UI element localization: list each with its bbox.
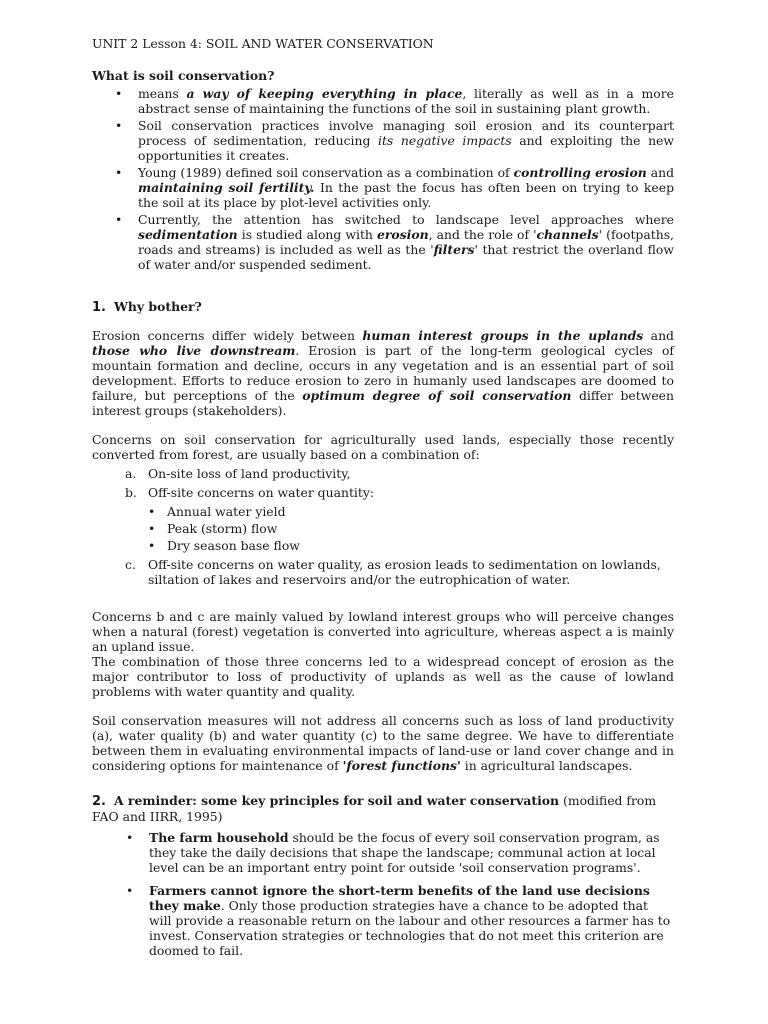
spacer bbox=[92, 591, 674, 609]
sublist-item: • Peak (storm) flow bbox=[148, 521, 674, 536]
concern-item-c: c. Off-site concerns on water quality, as erosion leads to sedimentation on lowlands, siltation of lakes and reservoirs and/or the eutrophication of water. bbox=[125, 557, 661, 587]
intro-bullet-list bbox=[92, 86, 674, 272]
concern-item-b: b. Off-site concerns on water quantity: • Annual water yield • Peak (storm) flow • Dry season base flow bbox=[92, 485, 674, 553]
intro-bullet-4: • Currently, the attention has switched to landscape level approaches where sedimentation is studied along with erosion, and the role of 'channels' (footpaths, roads and streams) is included as well as the 'filters' that restrict the overland flow of water and/or suspended sediment. bbox=[92, 212, 674, 272]
principle-1: • The farm household should be the focus of every soil conservation program, as they take the daily decisions that shape the landscape; communal action at local level can be an important entry point for outside 'soil conservation programs'. bbox=[92, 830, 674, 875]
intro-bullet-1: • means a way of keeping everything in place, literally as well as in a more abstract sense of maintaining the functions of the soil in sustaining plant growth. bbox=[92, 86, 674, 116]
intro-bullet-3: • Young (1989) defined soil conservation as a combination of controlling erosion and maintaining soil fertility. In the past the focus has often been on trying to keep the soil at its place by plot-level activities only. bbox=[92, 165, 674, 210]
principle-2: • Farmers cannot ignore the short-term benefits of the land use decisions they make. Only those production strategies have a chance to be adopted that will provide a reasonable return on the labour and other resources a farmer has to invest. Conservation strategies or technologies that do not meet this criterion are doomed to fail. bbox=[92, 883, 674, 958]
section-1-paragraph-1: Erosion concerns differ widely between human interest groups in the uplands and those who live downstream. Erosion is part of the long-term geological cycles of mountain formation and decline, occurs in any vegetation and is an essential part of soil development. Efforts to reduce erosion to zero in humanly used landscapes are doomed to failure, but perceptions of the optimum degree of soil conservation differ between interest groups (stakeholders). bbox=[92, 328, 674, 418]
principles-list bbox=[92, 830, 674, 958]
section-1-paragraph-2: Concerns on soil conservation for agriculturally used lands, especially those recently converted from forest, are usually based on a combination of: bbox=[92, 432, 674, 462]
sublist-item: • Dry season base flow bbox=[148, 538, 674, 553]
sublist-item: • Annual water yield bbox=[148, 504, 674, 519]
section-2-number: 2. bbox=[92, 794, 106, 809]
concern-item-a: a. On-site loss of land productivity, bbox=[125, 466, 351, 481]
section-1-paragraph-3b: The combination of those three concerns led to a widespread concept of erosion as the major contributor to loss of productivity of uplands as well as the cause of lowland problems with water quantity and quality. bbox=[92, 654, 674, 699]
document-page bbox=[92, 36, 674, 966]
section-1-number: 1. bbox=[92, 300, 106, 315]
intro-heading: What is soil conservation? bbox=[92, 68, 275, 83]
concern-list bbox=[92, 466, 674, 587]
water-quantity-sublist bbox=[148, 504, 674, 553]
document-title: UNIT 2 Lesson 4: SOIL AND WATER CONSERVATION bbox=[92, 36, 434, 51]
section-1-heading: 1. Why bother? bbox=[92, 299, 202, 315]
intro-bullet-2: • Soil conservation practices involve managing soil erosion and its counterpart process of sedimentation, reducing its negative impacts and exploiting the new opportunities it creates. bbox=[92, 118, 674, 163]
section-2-heading: 2. A reminder: some key principles for soil and water conservation (modified from FAO and IIRR, 1995) bbox=[92, 793, 657, 824]
section-1-paragraph-3a: Concerns b and c are mainly valued by lowland interest groups who will perceive changes when a natural (forest) vegetation is converted into agriculture, whereas aspect a is mainly an upland issue. bbox=[92, 609, 674, 654]
section-1-paragraph-4: Soil conservation measures will not address all concerns such as loss of land productivity (a), water quality (b) and water quantity (c) to the same degree. We have to differentiate between them in evaluating environmental impacts of land-use or land cover change and in considering options for maintenance of 'forest functions' in agricultural landscapes. bbox=[92, 713, 674, 773]
